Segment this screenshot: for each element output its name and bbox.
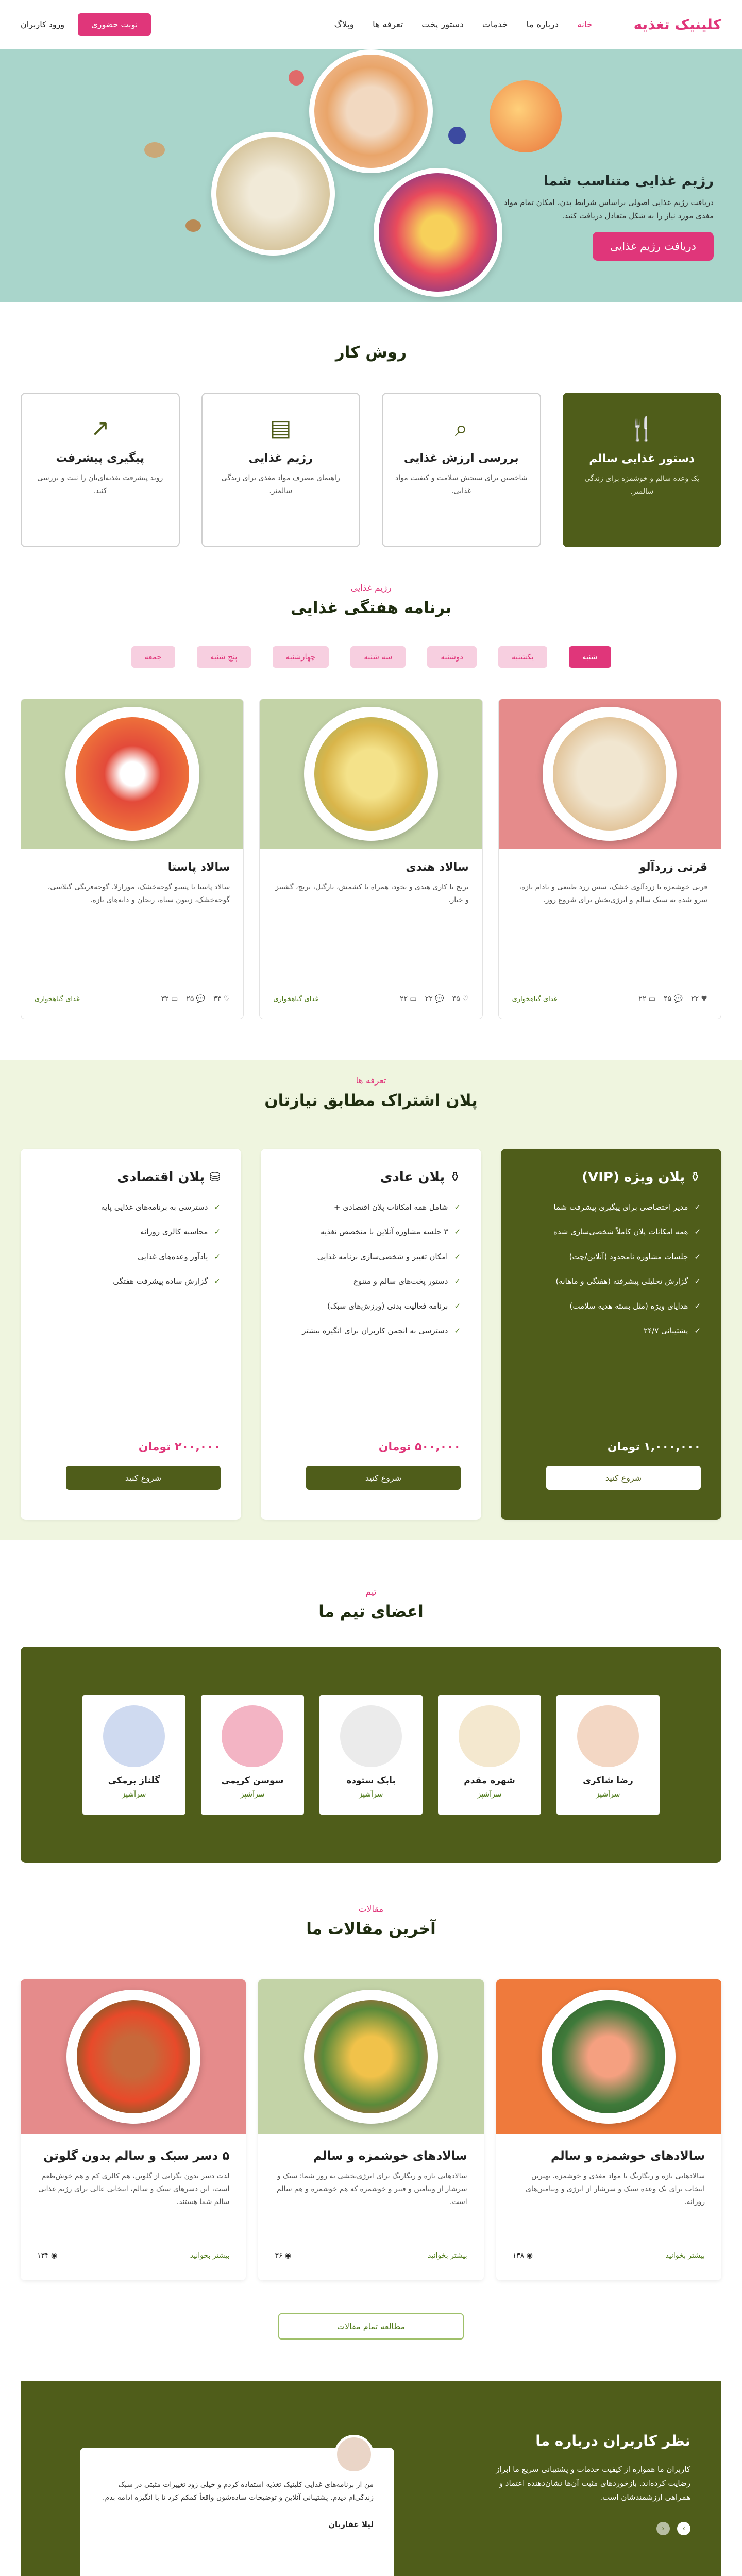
member-role: سرآشپز: [240, 1790, 265, 1799]
plan-name-text: پلان اقتصادی: [117, 1170, 205, 1185]
team-member-card[interactable]: [201, 1695, 304, 1815]
section-title: برنامه هفتگی غذایی: [290, 599, 452, 617]
food-image: [21, 699, 243, 849]
plan-price: ۵۰۰,۰۰۰ تومان: [378, 1440, 461, 1453]
plan-card-economy: [21, 1149, 241, 1520]
check-icon: ✓: [694, 1227, 701, 1236]
plan-name: [521, 1170, 701, 1185]
heart-icon[interactable]: ♡ ۴۵: [452, 995, 469, 1003]
testimonials-text: کاربران ما همواره از کیفیت خدمات و پشتیبانی سریع ما ابراز رضایت کرده‌اند. بازخوردهای مثبت آن‌ها نشان‌دهنده اعتماد و همراهی ارزشمندشان است.: [496, 2465, 690, 2502]
hero-text: دریافت رژیم غذایی اصولی براساس شرایط بدن، امکان تمام مواد مغذی مورد نیاز را به شکل متعادل دریافت کنید.: [503, 198, 714, 221]
plan-feature: [281, 1326, 461, 1335]
check-icon: ✓: [694, 1301, 701, 1311]
member-name: سوسن کریمی: [221, 1775, 284, 1786]
comment-icon[interactable]: 💬 ۴۵: [664, 995, 683, 1003]
peach-image: [490, 80, 562, 152]
food-tag[interactable]: غذای گیاهخواری: [273, 995, 318, 1003]
piggy-bank-icon: ⛁: [209, 1170, 221, 1185]
avatar: [103, 1705, 165, 1767]
day-tab[interactable]: سه شنبه: [350, 646, 406, 668]
testimonials-title: نظر کاربران درباره ما: [535, 2432, 690, 2449]
day-tab[interactable]: شنبه: [569, 646, 611, 668]
chart-icon: ↗: [90, 415, 110, 442]
team-member-card[interactable]: [319, 1695, 423, 1815]
avatar: [459, 1705, 520, 1767]
read-more-link[interactable]: بیشتر بخوانید: [190, 2251, 230, 2260]
check-icon: ✓: [694, 1252, 701, 1261]
money-bag-icon: ⚱: [449, 1170, 461, 1185]
comments-count: ۲۵: [186, 995, 194, 1003]
food-description: قرنی خوشمزه با زردآلوی خشک، سس زرد طبیعی و بادام تازه، سرو شده به سبک سالم و انرژی‌بخش برای شروع روز.: [519, 883, 707, 905]
header-actions: [21, 13, 151, 36]
check-icon: ✓: [454, 1277, 461, 1286]
nav-about[interactable]: درباره ما: [526, 19, 559, 30]
views-count: ۳۲: [161, 995, 169, 1003]
plan-name-text: پلان عادی: [380, 1170, 445, 1185]
plan-name: [41, 1170, 221, 1185]
eye-icon: ◉: [526, 2251, 533, 2260]
plan-feature: [41, 1227, 221, 1236]
member-role: سرآشپز: [122, 1790, 146, 1799]
plan-feature: [41, 1277, 221, 1286]
feature-text: امکان تغییر و شخصی‌سازی برنامه غذایی: [317, 1252, 448, 1261]
food-image: [260, 699, 482, 849]
plan-features: [281, 1202, 461, 1351]
all-articles-button[interactable]: مطالعه تمام مقالات: [278, 2313, 464, 2340]
section-subtitle: مقالات: [358, 1904, 384, 1914]
avatar: [334, 2435, 374, 2474]
section-title: پلان اشتراک مطابق نیازتان: [264, 1091, 478, 1110]
food-description: برنج با کاری هندی و نخود، همراه با کشمش، نارگیل، برنج، گشنیز و خیار.: [275, 883, 469, 905]
views-value: ۱۳۸: [512, 2251, 525, 2260]
day-tab[interactable]: یکشنبه: [498, 646, 547, 668]
pricing-section: [0, 1060, 742, 1540]
read-more-link[interactable]: بیشتر بخوانید: [665, 2251, 705, 2260]
plan-start-button[interactable]: شروع کنید: [66, 1466, 221, 1490]
food-stats: [161, 995, 230, 1003]
nav-blog[interactable]: وبلاگ: [334, 19, 354, 30]
view-icon: ▭ ۲۲: [638, 995, 655, 1003]
check-icon: ✓: [454, 1227, 461, 1236]
testimonial-quote: من از برنامه‌های غذایی کلینیک تغذیه استفاده کردم و خیلی زود تغییرات مثبتی در سبک زندگی‌ام دیدم. پشتیبانی آنلاین و توضیحات ساده‌شون واقعاً کمکم کرد تا با انگیزه ادامه بدم.: [103, 2481, 374, 2502]
comments-count: ۲۲: [425, 995, 433, 1003]
plan-feature: [521, 1227, 701, 1236]
eye-icon: ◉: [284, 2251, 292, 2260]
views-value: ۳۶: [275, 2251, 283, 2260]
food-card[interactable]: [498, 699, 721, 1019]
views-count: ۲۲: [638, 995, 647, 1003]
article-image: [496, 1979, 721, 2134]
feature-text: شامل همه امکانات پلان اقتصادی +: [333, 1202, 448, 1212]
avatar: [577, 1705, 639, 1767]
feature-text: محاسبه کالری روزانه: [140, 1227, 208, 1236]
food-tag[interactable]: غذای گیاهخواری: [35, 995, 80, 1003]
plan-feature: [281, 1227, 461, 1236]
member-name: بابک ستوده: [346, 1775, 396, 1786]
section-title: روش کار: [335, 343, 407, 362]
food-card[interactable]: [21, 699, 244, 1019]
how-card-title: دستور غذایی سالم: [589, 452, 695, 465]
appointment-button[interactable]: نوبت حضوری: [78, 13, 151, 36]
food-stats: [400, 995, 469, 1003]
plan-start-button[interactable]: شروع کنید: [306, 1466, 461, 1490]
article-card[interactable]: [258, 1979, 483, 2280]
check-icon: ✓: [694, 1202, 701, 1212]
testimonial-card: [80, 2448, 394, 2576]
plan-card-regular: [261, 1149, 481, 1520]
comments-count: ۴۵: [664, 995, 672, 1003]
plan-feature: [281, 1252, 461, 1261]
comment-icon[interactable]: 💬 ۲۵: [186, 995, 206, 1003]
plan-features: [41, 1202, 221, 1301]
feature-text: مدیر اختصاصی برای پیگیری پیشرفت شما: [553, 1202, 688, 1212]
member-role: سرآشپز: [359, 1790, 383, 1799]
views-count: [37, 2251, 57, 2260]
plan-feature: [521, 1277, 701, 1286]
check-icon: ✓: [694, 1326, 701, 1335]
how-card-title: بررسی ارزش غذایی: [403, 452, 519, 465]
food-cards: [21, 699, 721, 1019]
food-tag[interactable]: غذای گیاهخواری: [512, 995, 558, 1003]
day-tab[interactable]: جمعه: [131, 646, 175, 668]
article-image: [258, 1979, 483, 2134]
section-subtitle: رژیم غذایی: [350, 583, 392, 594]
plan-feature: [281, 1277, 461, 1286]
how-card[interactable]: [201, 393, 361, 547]
article-excerpt: لذت دسر بدون نگرانی از گلوتن، هم کالری کم و هم خوش‌طعم است، این دسرهای سبک و سالم، انتخابی عالی برای رژیم غذایی سالم شما هستند.: [38, 2172, 230, 2207]
magnifier-icon: ⌕: [454, 415, 468, 442]
how-card[interactable]: [382, 393, 541, 547]
likes-count: ۳۳: [213, 995, 222, 1003]
heart-icon[interactable]: ♡ ۳۳: [213, 995, 230, 1003]
plan-price: ۲۰۰,۰۰۰ تومان: [138, 1440, 221, 1453]
arrow-right-icon[interactable]: ›: [677, 2522, 690, 2535]
team-member-card[interactable]: [82, 1695, 185, 1815]
login-link[interactable]: ورود کاربران: [21, 20, 65, 29]
feature-text: دستور پخت‌های سالم و متنوع: [353, 1277, 448, 1286]
how-card-title: رژیم غذایی: [248, 452, 313, 465]
how-card-text: شاخصین برای سنجش سلامت و کیفیت مواد غذایی.: [395, 474, 528, 496]
hero-bowl-image: [309, 49, 433, 173]
article-title: ۵ دسر سبک و سالم بدون گلوتن: [43, 2149, 230, 2163]
likes-count: ۲۲: [690, 995, 699, 1003]
check-icon: ✓: [694, 1277, 701, 1286]
nut-image: [144, 142, 165, 158]
article-image: [21, 1979, 246, 2134]
how-cards: [21, 393, 721, 547]
view-icon: ▭ ۳۲: [161, 995, 178, 1003]
feature-text: هدایای ویژه (مثل بسته هدیه سلامت): [569, 1301, 688, 1311]
check-icon: ✓: [454, 1202, 461, 1212]
plan-features: [521, 1202, 701, 1351]
check-icon: ✓: [454, 1252, 461, 1261]
how-card[interactable]: [21, 393, 180, 547]
hero-section: [0, 49, 742, 302]
member-role: سرآشپز: [477, 1790, 502, 1799]
feature-text: یادآور وعده‌های غذایی: [138, 1252, 208, 1261]
member-name: گلناز برمکی: [108, 1775, 160, 1786]
hero-bowl-image: [211, 132, 335, 256]
arrow-left-icon[interactable]: ‹: [656, 2522, 670, 2535]
plan-start-button[interactable]: شروع کنید: [546, 1466, 701, 1490]
get-diet-button[interactable]: دریافت رژیم غذایی: [593, 232, 714, 261]
avatar: [222, 1705, 283, 1767]
plan-feature: [281, 1301, 461, 1311]
plan-cards: [21, 1149, 721, 1520]
food-image: [499, 699, 721, 849]
plan-name-text: پلان ویژه (VIP): [582, 1170, 685, 1185]
how-card-text: یک وعده سالم و خوشمزه برای زندگی سالمتر.: [584, 474, 700, 496]
article-excerpt: سالادهایی تازه و رنگارنگ برای انرژی‌بخشی به روز شما؛ سبک و سرشار از ویتامین و فیبر و خوشمزه که هم خوشمزه و هم سالم است.: [277, 2172, 467, 2207]
feature-text: ۳ جلسه مشاوره آنلاین با متخصص تغذیه: [320, 1227, 448, 1236]
team-member-card[interactable]: [556, 1695, 660, 1815]
likes-count: ۴۵: [452, 995, 460, 1003]
views-count: [275, 2251, 291, 2260]
feature-text: دسترسی به انجمن کاربران برای انگیزه بیشتر: [302, 1326, 448, 1335]
day-tab[interactable]: دوشنبه: [427, 646, 477, 668]
heart-icon[interactable]: ♥ ۲۲: [690, 995, 707, 1003]
team-section: [0, 1540, 742, 1899]
utensils-icon: 🍴: [628, 416, 656, 442]
section-title: اعضای تیم ما: [318, 1602, 424, 1621]
views-count: [513, 2251, 533, 2260]
member-role: سرآشپز: [596, 1790, 620, 1799]
views-count: ۲۲: [399, 995, 408, 1003]
food-stats: [638, 995, 707, 1003]
slider-controls: [474, 2522, 690, 2535]
fruit-image: [448, 127, 466, 144]
hero-text-block: [492, 173, 714, 261]
plan-price: ۱,۰۰۰,۰۰۰ تومان: [607, 1440, 701, 1453]
section-subtitle: تعرفه ها: [356, 1076, 386, 1086]
fruit-image: [289, 70, 304, 86]
clipboard-icon: ▤: [269, 415, 292, 442]
plan-card-vip: [501, 1149, 721, 1520]
how-card[interactable]: [563, 393, 722, 547]
read-more-link[interactable]: بیشتر بخوانید: [428, 2251, 467, 2260]
views-value: ۱۳۴: [37, 2251, 49, 2260]
feature-text: جلسات مشاوره نامحدود (آنلاین/چت): [569, 1252, 688, 1261]
day-tab[interactable]: پنج شنبه: [197, 646, 251, 668]
check-icon: ✓: [214, 1202, 221, 1212]
how-card-text: راهنمای مصرف مواد مغذی برای زندگی سالمتر.: [221, 474, 340, 496]
plan-feature: [41, 1252, 221, 1261]
food-description: سالاد پاستا با پستو گوجه‌خشک، موزارلا، گوجه‌فرنگی گیلاسی، گوجه‌خشک، زیتون سیاه، ریحان و دانه‌های تازه.: [47, 883, 230, 905]
member-name: رضا شاکری: [583, 1775, 633, 1786]
plan-feature: [521, 1326, 701, 1335]
plan-feature: [521, 1301, 701, 1311]
feature-text: گزارش تحلیلی پیشرفته (هفتگی و ماهانه): [555, 1277, 688, 1286]
main-nav: [334, 20, 593, 30]
day-tabs: [21, 646, 721, 668]
money-bag-icon: ⚱: [689, 1170, 701, 1185]
feature-text: برنامه فعالیت بدنی (ورزش‌های سبک): [327, 1301, 448, 1311]
plan-feature: [41, 1202, 221, 1212]
plan-feature: [521, 1202, 701, 1212]
nav-services[interactable]: خدمات: [482, 19, 508, 30]
article-title: سالادهای خوشمزه و سالم: [550, 2149, 705, 2163]
food-title: سالاد پاستا: [167, 861, 230, 874]
food-title: سالاد هندی: [406, 861, 469, 874]
how-it-works-section: [0, 302, 742, 578]
nav-home[interactable]: خانه: [577, 19, 593, 30]
check-icon: ✓: [214, 1252, 221, 1261]
plan-feature: [521, 1252, 701, 1261]
check-icon: ✓: [454, 1301, 461, 1311]
article-cards: [21, 1979, 721, 2280]
article-title: سالادهای خوشمزه و سالم: [313, 2149, 467, 2163]
hero-title: رژیم غذایی متناسب شما: [543, 173, 714, 189]
food-card[interactable]: [259, 699, 482, 1019]
how-card-text: روند پیشرفت تغذیه‌ای‌تان را ثبت و بررسی کنید.: [37, 474, 163, 496]
testimonials-intro: [474, 2432, 690, 2535]
feature-text: همه امکانات پلان کاملاً شخصی‌سازی شده: [553, 1227, 688, 1236]
feature-text: گزارش ساده پیشرفت هفتگی: [113, 1277, 208, 1286]
nav-recipes[interactable]: دستور پخت: [421, 19, 464, 30]
feature-text: دسترسی به برنامه‌های غذایی پایه: [100, 1202, 208, 1212]
section-title: آخرین مقالات ما: [306, 1920, 436, 1938]
comment-icon[interactable]: 💬 ۲۲: [425, 995, 444, 1003]
check-icon: ✓: [454, 1326, 461, 1335]
nut-image: [185, 219, 201, 232]
testimonials-section: [21, 2381, 721, 2576]
member-name: شهره مقدم: [464, 1775, 515, 1786]
check-icon: ✓: [214, 1227, 221, 1236]
nav-pricing[interactable]: تعرفه ها: [372, 19, 403, 30]
team-member-card[interactable]: [438, 1695, 541, 1815]
site-header: [0, 0, 742, 49]
weekly-plan-section: [0, 578, 742, 1050]
site-logo[interactable]: کلینیک تغذیه: [633, 16, 721, 33]
check-icon: ✓: [214, 1277, 221, 1286]
article-excerpt: سالادهایی تازه و رنگارنگ با مواد مغذی و خوشمزه، بهترین انتخاب برای یک وعده سبک و سرشار از انرژی و ویتامین‌های روزانه.: [526, 2172, 705, 2207]
feature-text: پشتیبانی ۲۴/۷: [644, 1326, 688, 1335]
article-card[interactable]: [496, 1979, 721, 2280]
hero-bowl-image: [374, 168, 502, 297]
food-title: قرنی زردآلو: [639, 861, 707, 874]
plan-feature: [281, 1202, 461, 1212]
team-members: [21, 1647, 721, 1863]
day-tab[interactable]: چهارشنبه: [273, 646, 329, 668]
avatar: [340, 1705, 402, 1767]
testimonial-author: لیلا غفاریان: [328, 2520, 374, 2530]
articles-section: [0, 1899, 742, 2360]
plan-name: [281, 1170, 461, 1185]
view-icon: ▭ ۲۲: [399, 995, 417, 1003]
section-subtitle: تیم: [365, 1587, 377, 1597]
eye-icon: ◉: [51, 2251, 58, 2260]
how-card-title: پیگیری پیشرفت: [56, 452, 145, 465]
article-card[interactable]: [21, 1979, 246, 2280]
